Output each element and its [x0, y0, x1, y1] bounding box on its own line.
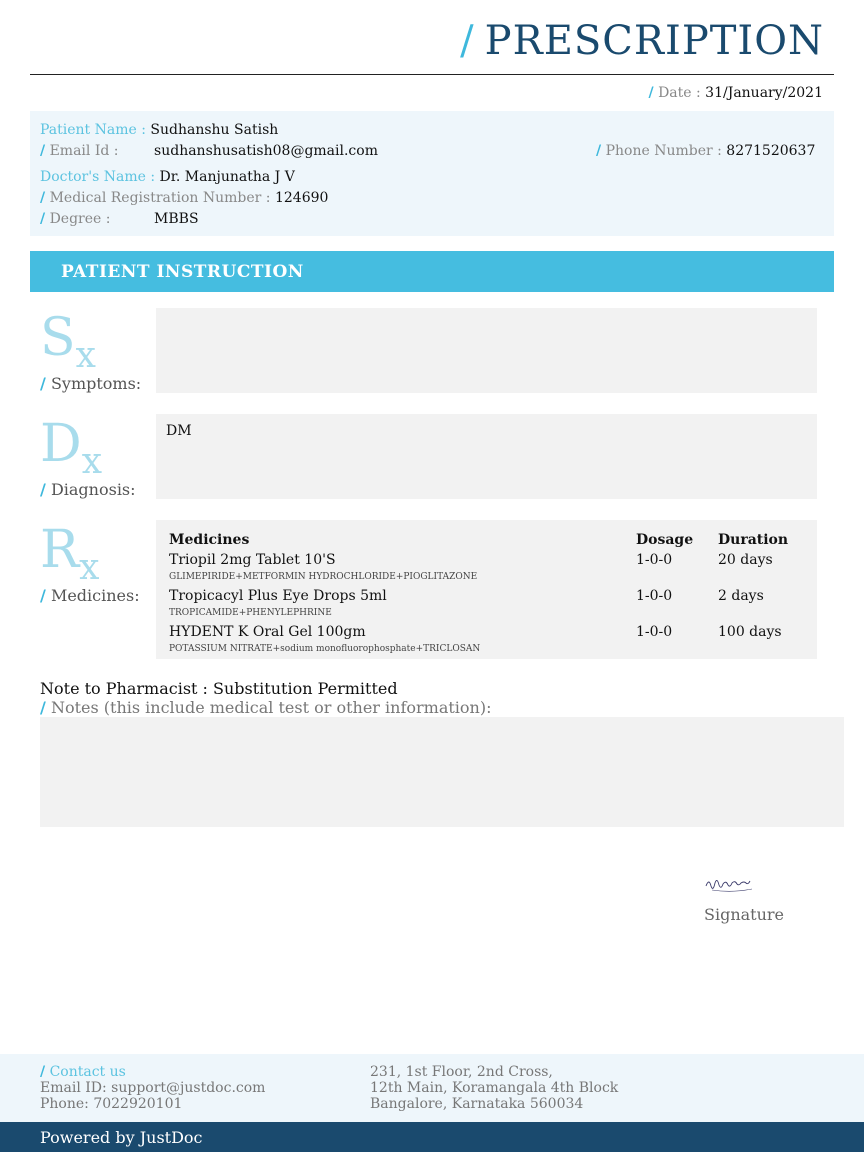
date-value: 31/January/2021 — [705, 85, 823, 101]
registration-row — [40, 190, 328, 206]
diagnosis-label: / Diagnosis: — [40, 480, 136, 499]
patient-name-row — [40, 122, 278, 138]
powered-by-text: Powered by JustDoc — [40, 1128, 203, 1147]
symptoms-panel — [156, 308, 817, 393]
footer-phone: Phone: 7022920101 — [40, 1096, 183, 1112]
medicines-symbol: $R_x$ — [40, 520, 100, 588]
medicines-header-dosage: Dosage — [636, 532, 694, 548]
pharmacist-note: Note to Pharmacist : Substitution Permitted — [40, 679, 398, 698]
medicine-duration: 100 days — [718, 624, 782, 640]
powered-by-bar — [0, 1122, 864, 1152]
medicine-duration: 20 days — [718, 552, 773, 568]
degree-slash: / — [40, 211, 46, 227]
phone-slash: / — [596, 143, 602, 159]
address-line-1: 231, 1st Floor, 2nd Cross, — [370, 1064, 553, 1080]
phone-label: Phone Number : — [605, 143, 722, 159]
symptoms-symbol: $S_x$ — [40, 308, 96, 376]
degree-value: MBBS — [154, 211, 199, 227]
medicine-dosage: 1-0-0 — [636, 624, 673, 640]
medicine-name: Triopil 2mg Tablet 10'S — [169, 552, 336, 568]
patient-instruction-bar — [30, 251, 834, 292]
phone-row — [596, 143, 815, 159]
notes-box — [40, 717, 844, 827]
medicine-duration: 2 days — [718, 588, 764, 604]
signature-label: Signature — [704, 905, 785, 924]
degree-label: Degree : — [49, 211, 111, 227]
title-slash: / — [460, 18, 475, 64]
medicine-generic: POTASSIUM NITRATE+sodium monofluorophosphate+TRICLOSAN — [169, 644, 481, 654]
medicine-generic: TROPICAMIDE+PHENYLEPHRINE — [169, 608, 332, 618]
medicine-name: HYDENT K Oral Gel 100gm — [169, 624, 366, 640]
medicines-header-duration: Duration — [718, 532, 789, 548]
medicines-panel — [156, 520, 817, 659]
email-label: Email Id : — [49, 143, 119, 159]
footer-email: Email ID: support@justdoc.com — [40, 1080, 266, 1096]
degree-row — [40, 211, 199, 227]
header-divider — [30, 74, 834, 75]
doctor-name-row — [40, 169, 295, 185]
medicine-dosage: 1-0-0 — [636, 552, 673, 568]
medicine-generic: GLIMEPIRIDE+METFORMIN HYDROCHLORIDE+PIOGLITAZONE — [169, 572, 478, 582]
diagnosis-text: DM — [166, 423, 192, 439]
date-row — [648, 85, 823, 101]
symptoms-label: / Symptoms: — [40, 374, 142, 393]
diagnosis-symbol: $D_x$ — [40, 414, 103, 482]
patient-doctor-info — [30, 111, 834, 236]
signature-image — [704, 870, 784, 902]
email-slash: / — [40, 143, 46, 159]
reg-label: Medical Registration Number : — [49, 190, 271, 206]
medicine-dosage: 1-0-0 — [636, 588, 673, 604]
reg-slash: / — [40, 190, 46, 206]
date-slash: / — [648, 85, 654, 101]
phone-value: 8271520637 — [726, 143, 816, 159]
address-line-3: Bangalore, Karnataka 560034 — [370, 1096, 584, 1112]
page-title — [460, 18, 824, 64]
patient-instruction-title: PATIENT INSTRUCTION — [61, 262, 304, 282]
doctor-name-label: Doctor's Name : — [40, 169, 156, 185]
patient-name-label: Patient Name : — [40, 122, 146, 138]
email-value: sudhanshusatish08@gmail.com — [154, 143, 378, 159]
title-text: PRESCRIPTION — [484, 18, 824, 64]
contact-heading: / Contact us — [40, 1064, 126, 1080]
date-label: Date : — [658, 85, 701, 101]
address-line-2: 12th Main, Koramangala 4th Block — [370, 1080, 619, 1096]
email-row — [40, 143, 378, 159]
notes-label: / Notes (this include medical test or other information): — [40, 698, 492, 717]
medicines-label: / Medicines: — [40, 586, 140, 605]
patient-name: Sudhanshu Satish — [150, 122, 279, 138]
medicine-name: Tropicacyl Plus Eye Drops 5ml — [169, 588, 387, 604]
footer — [0, 1054, 864, 1122]
doctor-name: Dr. Manjunatha J V — [159, 169, 295, 185]
diagnosis-panel — [156, 414, 817, 499]
contact-us-link[interactable]: Contact us — [49, 1064, 126, 1080]
medicines-header-name: Medicines — [169, 532, 250, 548]
reg-value: 124690 — [274, 190, 329, 206]
